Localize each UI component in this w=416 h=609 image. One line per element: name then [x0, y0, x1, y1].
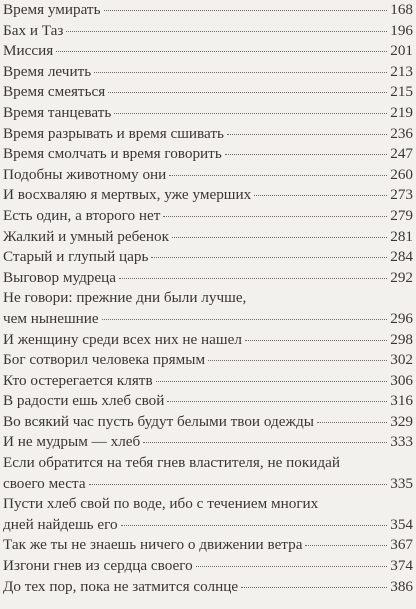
- dot-leader: [114, 113, 387, 114]
- toc-entry-title: дней найдешь его: [3, 515, 118, 533]
- toc-entry-page: 316: [390, 392, 413, 410]
- dot-leader: [94, 72, 387, 73]
- toc-entry-title: Время танцевать: [3, 103, 112, 121]
- toc-entry-first-line[interactable]: Не говори: прежние дни были лучше,: [3, 289, 247, 307]
- toc-entry[interactable]: [3, 309, 413, 330]
- toc-entry[interactable]: [3, 371, 413, 392]
- toc-entry-title: Подобны животному они: [3, 165, 167, 183]
- dot-leader: [143, 442, 387, 443]
- toc-entry-page: 306: [390, 371, 413, 389]
- toc-entry[interactable]: [3, 165, 413, 186]
- toc-entry-title: своего места: [3, 474, 86, 492]
- dot-leader: [66, 31, 387, 32]
- dot-leader: [225, 154, 387, 155]
- toc-entry[interactable]: [3, 474, 413, 495]
- toc-entry[interactable]: [3, 391, 413, 412]
- table-of-contents: [3, 0, 413, 597]
- toc-entry[interactable]: [3, 0, 413, 21]
- toc-entry-page: 302: [390, 351, 413, 369]
- toc-entry-page: 284: [390, 248, 413, 266]
- toc-entry-page: 219: [390, 103, 413, 121]
- toc-entry-title: Время лечить: [3, 62, 92, 80]
- toc-entry-title: Бах и Таз: [3, 21, 64, 39]
- toc-entry[interactable]: [3, 144, 413, 165]
- dot-leader: [102, 319, 387, 320]
- toc-entry-title: И женщину среди всех них не нашел: [3, 330, 242, 348]
- toc-entry-page: 335: [390, 474, 413, 492]
- toc-entry-page: 298: [390, 330, 413, 348]
- toc-entry[interactable]: [3, 103, 413, 124]
- toc-entry-title: В радости ешь хлеб свой: [3, 392, 165, 410]
- toc-entry[interactable]: [3, 247, 413, 268]
- toc-entry[interactable]: [3, 350, 413, 371]
- dot-leader: [317, 422, 387, 423]
- toc-entry-title: Изгони гнев из сердца своего: [3, 557, 193, 575]
- toc-entry-page: 374: [390, 557, 413, 575]
- toc-entry-title: Время смеяться: [3, 83, 106, 101]
- toc-entry[interactable]: [3, 62, 413, 83]
- toc-entry[interactable]: [3, 227, 413, 248]
- dot-leader: [208, 360, 387, 361]
- toc-entry[interactable]: [3, 124, 413, 145]
- dot-leader: [227, 134, 387, 135]
- dot-leader: [121, 525, 387, 526]
- toc-entry-page: 213: [390, 62, 413, 80]
- toc-entry-title: Миссия: [3, 42, 54, 60]
- toc-entry-page: 279: [390, 206, 413, 224]
- dot-leader: [169, 175, 387, 176]
- dot-leader: [196, 566, 387, 567]
- toc-entry-first-line[interactable]: Пусти хлеб свой по воде, ибо с течением многих: [3, 495, 319, 513]
- dot-leader: [89, 484, 387, 485]
- toc-entry[interactable]: [3, 330, 413, 351]
- toc-entry-title: Кто остерегается клятв: [3, 371, 153, 389]
- toc-entry-title: Старый и глупый царь: [3, 248, 149, 266]
- toc-entry-page: 386: [390, 577, 413, 595]
- toc-entry-page: 260: [390, 165, 413, 183]
- toc-entry-title: Время смолчать и время говорить: [3, 145, 222, 163]
- dot-leader: [172, 237, 387, 238]
- toc-entry-title: И не мудрым — хлеб: [3, 433, 141, 451]
- toc-entry-title: Бог сотворил человека прямым: [3, 351, 206, 369]
- toc-entry-page: 367: [390, 536, 413, 554]
- toc-entry-page: 354: [390, 515, 413, 533]
- toc-entry-title: Время умирать: [3, 1, 101, 18]
- dot-leader: [163, 216, 387, 217]
- toc-entry[interactable]: [3, 268, 413, 289]
- dot-leader: [245, 340, 387, 341]
- toc-entry-title: Выговор мудреца: [3, 268, 117, 286]
- toc-entry-page: 333: [390, 433, 413, 451]
- toc-entry-title: Время разрывать и время сшивать: [3, 124, 224, 142]
- toc-entry-title: Жалкий и умный ребенок: [3, 227, 170, 245]
- toc-entry-page: 292: [390, 268, 413, 286]
- toc-entry[interactable]: [3, 577, 413, 598]
- toc-entry-page: 281: [390, 227, 413, 245]
- toc-entry[interactable]: [3, 21, 413, 42]
- dot-leader: [119, 278, 387, 279]
- dot-leader: [241, 587, 387, 588]
- toc-entry-first-line[interactable]: Если обратится на тебя гнев властителя, не покидай: [3, 454, 340, 472]
- dot-leader: [305, 545, 387, 546]
- dot-leader: [108, 92, 387, 93]
- toc-entry-page: 296: [390, 309, 413, 327]
- toc-entry-title: До тех пор, пока не затмится солнце: [3, 577, 239, 595]
- toc-entry-title: Есть один, а второго нет: [3, 206, 161, 224]
- dot-leader: [167, 401, 387, 402]
- toc-entry-title: чем нынешние: [3, 309, 99, 327]
- toc-entry[interactable]: [3, 515, 413, 536]
- toc-entry-page: 201: [390, 42, 413, 60]
- toc-entry[interactable]: [3, 535, 413, 556]
- toc-entry-page: 236: [390, 124, 413, 142]
- toc-entry-page: 329: [390, 412, 413, 430]
- dot-leader: [156, 381, 387, 382]
- dot-leader: [151, 257, 387, 258]
- toc-entry[interactable]: [3, 41, 413, 62]
- toc-entry-title: Так же ты не знаешь ничего о движении ветра: [3, 536, 303, 554]
- toc-entry-page: 196: [390, 21, 413, 39]
- toc-entry[interactable]: [3, 185, 413, 206]
- toc-entry[interactable]: [3, 412, 413, 433]
- toc-entry[interactable]: [3, 556, 413, 577]
- toc-entry[interactable]: [3, 82, 413, 103]
- toc-entry[interactable]: [3, 432, 413, 453]
- toc-entry-page: 273: [390, 186, 413, 204]
- dot-leader: [56, 51, 387, 52]
- toc-entry[interactable]: [3, 206, 413, 227]
- dot-leader: [254, 195, 387, 196]
- toc-entry-title: Во всякий час пусть будут белыми твои одежды: [3, 412, 314, 430]
- toc-entry-page: 215: [390, 83, 413, 101]
- dot-leader: [104, 10, 388, 11]
- toc-entry-page: 247: [390, 145, 413, 163]
- toc-entry-page: 168: [390, 1, 413, 18]
- toc-entry-title: И восхваляю я мертвых, уже умерших: [3, 186, 252, 204]
